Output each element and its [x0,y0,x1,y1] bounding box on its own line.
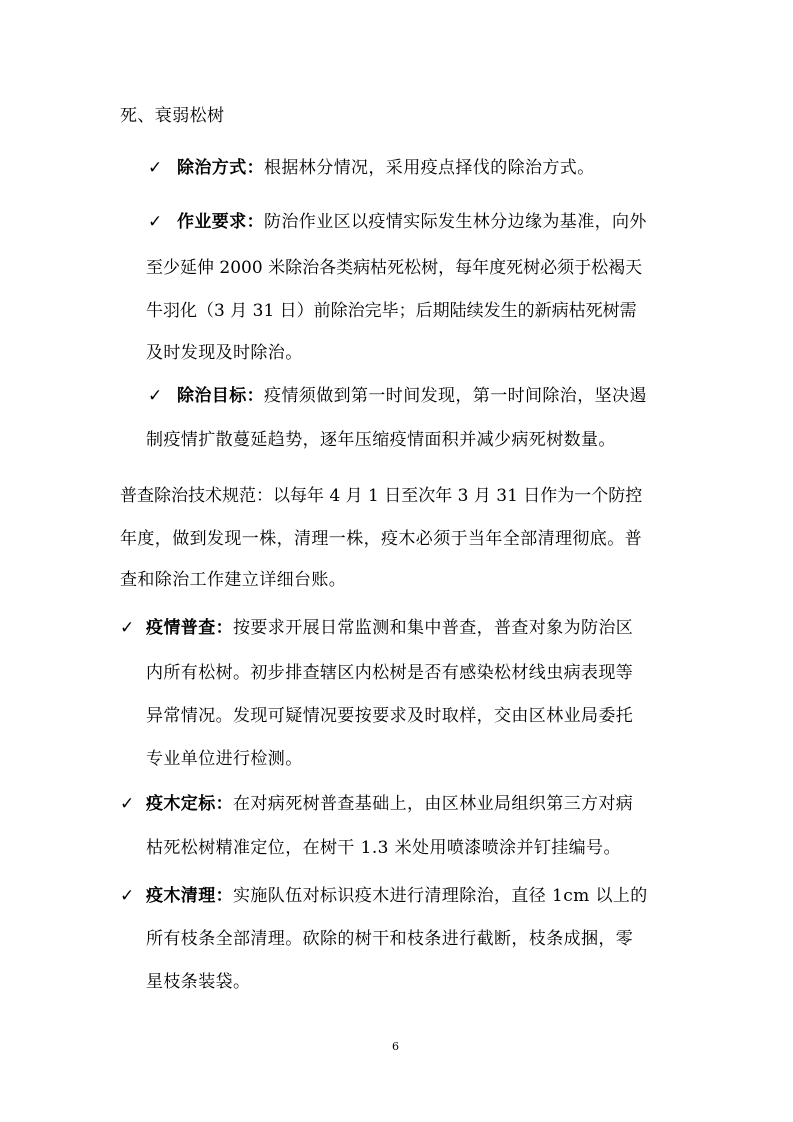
item-text: 所有枝条全部清理。砍除的树干和枝条进行截断，枝条成捆，零 [146,929,634,949]
continuation-text: 死、衰弱松树 [120,106,225,126]
item-label: 除治目标： [177,386,264,406]
checkmark-icon: ✓ [148,386,163,406]
item-text: 内所有松树。初步排查辖区内松树是否有感染松材线虫病表现等 [146,663,634,683]
checkmark-icon: ✓ [148,212,163,232]
item-text: 按要求开展日常监测和集中普查，普查对象为防治区 [233,618,634,638]
item-text: 制疫情扩散蔓延趋势，逐年压缩疫情面积并减少病死树数量。 [146,430,616,450]
sub-item-requirements [177,210,647,234]
item-text: 专业单位进行检测。 [146,749,303,769]
item-text: 异常情况。发现可疑情况要按要求及时取样，交由区林业局委托 [146,706,634,726]
item-survey [146,616,633,640]
sub-item-method [177,156,595,180]
paragraph-line: 年度，做到发现一株，清理一株，疫木必须于当年全部清理彻底。普 [120,529,642,549]
item-text: 牛羽化（3 月 31 日）前除治完毕；后期陆续发生的新病枯死树需 [146,301,637,321]
item-text: 根据林分情况，采用疫点择伐的除治方式。 [264,158,595,178]
item-label: 除治方式： [177,158,264,178]
checkmark-icon: ✓ [120,886,135,906]
checkmark-icon: ✓ [120,794,135,814]
item-text: 至少延伸 2000 米除治各类病枯死松树，每年度死树必须于松褐天 [146,258,643,278]
item-text: 在对病死树普查基础上，由区林业局组织第三方对病 [233,794,634,814]
item-text: 枯死松树精准定位，在树干 1.3 米处用喷漆喷涂并钉挂编号。 [146,838,621,858]
item-text: 疫情须做到第一时间发现，第一时间除治，坚决遏 [264,386,647,406]
item-marking [146,792,633,816]
item-cleanup [146,884,648,908]
item-text: 防治作业区以疫情实际发生林分边缘为基准，向外 [264,212,647,232]
page-number: 6 [392,1040,399,1053]
checkmark-icon: ✓ [148,158,163,178]
paragraph-line: 查和除治工作建立详细台账。 [120,570,347,590]
sub-item-goal [177,384,647,408]
paragraph-line: 普查除治技术规范：以每年 4 月 1 日至次年 3 月 31 日作为一个防控 [120,486,643,506]
item-label: 作业要求： [177,212,264,232]
item-label: 疫木定标： [146,794,233,814]
item-text: 及时发现及时除治。 [146,343,303,363]
item-text: 实施队伍对标识疫木进行清理除治，直径 1cm 以上的 [233,886,648,906]
item-label: 疫木清理： [146,886,233,906]
checkmark-icon: ✓ [120,618,135,638]
item-label: 疫情普查： [146,618,233,638]
item-text: 星枝条装袋。 [146,972,251,992]
